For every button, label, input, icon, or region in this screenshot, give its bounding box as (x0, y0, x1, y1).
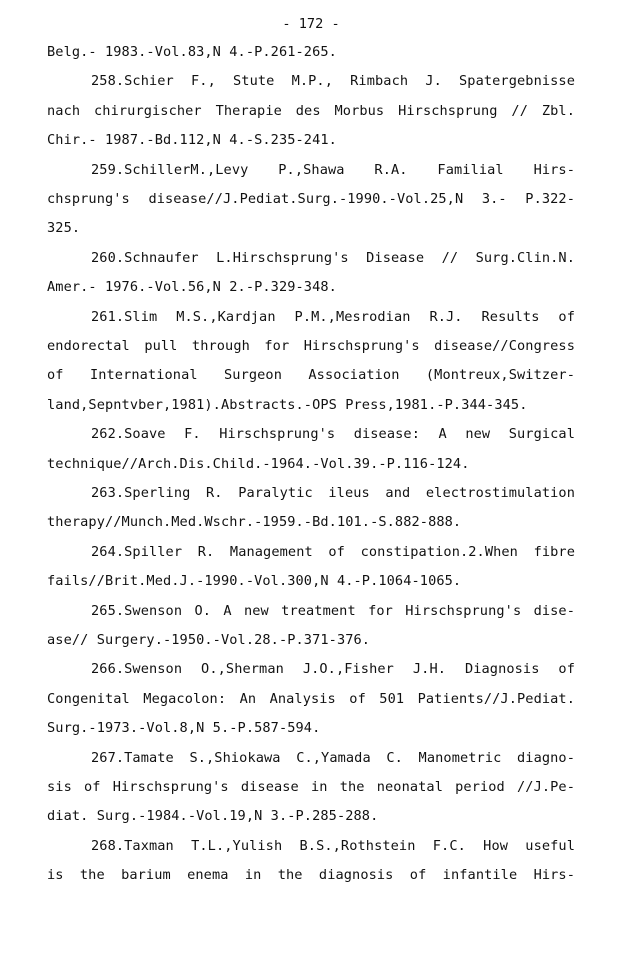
text-line: Amer.- 1976.-Vol.56,N 2.-P.329-348. (47, 279, 337, 296)
text-line: 268.Taxman T.L.,Yulish B.S.,Rothstein F.C. How useful (91, 837, 575, 854)
text-line: is the barium enema in the diagnosis of infantile Hirs- (47, 867, 575, 884)
page-number: - 172 - (282, 16, 340, 32)
text-line: Belg.- 1983.-Vol.83,N 4.-P.261-265. (47, 44, 337, 60)
text-line: therapy//Munch.Med.Wschr.-1959.-Bd.101.-S.882-888. (47, 514, 462, 531)
text-line: 261.Slim M.S.,Kardjan P.M.,Mesrodian R.J. Results of (91, 308, 575, 325)
text-line: sis of Hirschsprung's disease in the neonatal period //J.Pe- (47, 779, 575, 795)
text-line: of International Surgeon Association (Montreux,Switzer- (47, 367, 575, 384)
text-line: land,Sepntvber,1981).Abstracts.-OPS Press,1981.-P.344-345. (47, 396, 528, 413)
text-line: nach chirurgischer Therapie des Morbus Hirschsprung // Zbl. (47, 102, 575, 119)
text-line: 262.Soave F. Hirschsprung's disease: A new Surgical (91, 426, 575, 443)
text-line: 260.Schnaufer L.Hirschsprung's Disease // Surg.Clin.N. (91, 249, 575, 266)
text-line: 259.SchillerM.,Levy P.,Shawa R.A. Familial Hirs- (91, 161, 575, 178)
text-line: 267.Tamate S.,Shiokawa C.,Yamada C. Manometric diagno- (91, 749, 575, 766)
text-line: technique//Arch.Dis.Child.-1964.-Vol.39.-P.116-124. (47, 455, 470, 472)
text-line: fails//Brit.Med.J.-1990.-Vol.300,N 4.-P.1064-1065. (47, 573, 462, 590)
text-line: chsprung's disease//J.Pediat.Surg.-1990.-Vol.25,N 3.- P.322- (47, 191, 575, 207)
text-line: Congenital Megacolon: An Analysis of 501 Patients//J.Pediat. (47, 690, 575, 707)
text-line: Chir.- 1987.-Bd.112,N 4.-S.235-241. (47, 132, 337, 149)
text-line: 265.Swenson O. A new treatment for Hirschsprung's dise- (91, 602, 575, 619)
text-line: 325. (47, 220, 81, 237)
text-line: endorectal pull through for Hirschsprung's disease//Congress (47, 338, 575, 354)
text-line: 258.Schier F., Stute M.P., Rimbach J. Spatergebnisse (91, 73, 575, 90)
text-line: 266.Swenson O.,Sherman J.O.,Fisher J.H. Diagnosis of (91, 661, 575, 678)
text-line: diat. Surg.-1984.-Vol.19,N 3.-P.285-288. (47, 808, 379, 825)
text-line: 264.Spiller R. Management of constipation.2.When fibre (91, 543, 575, 560)
text-line: Surg.-1973.-Vol.8,N 5.-P.587-594. (47, 720, 321, 737)
text-line: ase// Surgery.-1950.-Vol.28.-P.371-376. (47, 632, 371, 648)
text-line: 263.Sperling R. Paralytic ileus and electrostimulation (91, 485, 575, 501)
